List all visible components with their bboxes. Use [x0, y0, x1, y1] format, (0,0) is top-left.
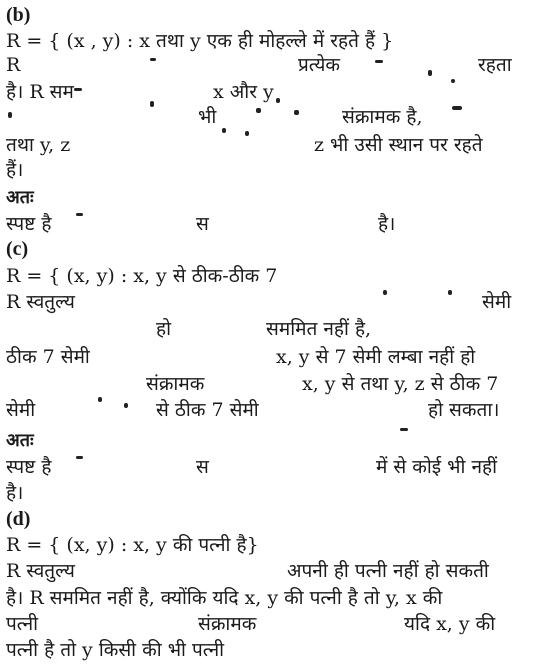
- part-c-conclusion: है।: [6, 482, 24, 504]
- part-d-line: R स्वतुल्य: [6, 560, 75, 582]
- scan-fragment: [451, 79, 455, 83]
- part-d-heading: (d): [6, 508, 31, 530]
- scan-fragment: [76, 456, 83, 459]
- scan-fragment: [276, 98, 280, 103]
- part-c-line: सेमी: [482, 291, 512, 313]
- part-d-relation: R = { (x, y) : x, y की पत्नी है}: [6, 534, 259, 556]
- part-d-line: अपनी ही पत्नी नहीं हो सकती: [287, 560, 489, 582]
- part-c-heading: (c): [6, 238, 29, 260]
- scan-fragment: [383, 290, 387, 295]
- part-c-conclusion: में से कोई भी नहीं: [376, 456, 498, 478]
- part-c-line: संक्रामक: [146, 373, 205, 395]
- scan-fragment: [150, 101, 154, 107]
- part-c-relation: R = { (x, y) : x, y से ठीक-ठीक 7: [6, 265, 278, 287]
- part-b-relation: R = { (x , y) : x तथा y एक ही मोहल्ले में रहते हैं }: [6, 30, 394, 52]
- scan-fragment: [400, 428, 408, 431]
- scan-fragment: [245, 131, 249, 136]
- part-c-line: सेमी: [6, 399, 36, 421]
- part-b-line: z भी उसी स्थान पर रहते: [314, 134, 483, 156]
- part-d-line: पत्नी है तो y किसी की भी पत्नी: [6, 639, 225, 661]
- part-c-therefore: अतः: [6, 430, 34, 451]
- scan-fragment: [124, 403, 128, 408]
- part-d-line: यदि x, y की: [404, 613, 496, 635]
- scan-fragment: [76, 213, 83, 216]
- scan-fragment: [150, 58, 156, 61]
- part-b-line: संक्रामक है,: [342, 106, 423, 128]
- scan-fragment: [256, 108, 261, 113]
- scan-fragment: [428, 70, 432, 76]
- part-c-line: हो: [156, 318, 172, 340]
- part-c-line: x, y से तथा y, z से ठीक 7: [302, 373, 499, 395]
- part-b-conclusion: स: [196, 213, 209, 235]
- part-b-line: x और y: [213, 81, 274, 103]
- part-c-line: हो सकता।: [428, 399, 500, 421]
- scan-fragment: [74, 88, 82, 91]
- part-d-line: है। R सममित नहीं है, क्योंकि यदि x, y की पत्नी है तो y, x की: [6, 587, 443, 609]
- part-b-line: हैं।: [6, 159, 24, 181]
- scan-fragment: [448, 290, 452, 295]
- part-c-line: सममित नहीं है,: [266, 318, 372, 340]
- part-d-line: संक्रामक: [198, 613, 257, 635]
- part-b-line: रहता: [478, 54, 512, 76]
- scan-fragment: [98, 397, 102, 402]
- part-b-therefore: अतः: [6, 187, 34, 208]
- part-b-conclusion: स्पष्ट है: [6, 213, 52, 235]
- part-b-line: R: [6, 54, 21, 76]
- part-c-line: x, y से 7 सेमी लम्बा नहीं हो: [276, 346, 476, 368]
- part-b-line: तथा y, z: [6, 134, 71, 156]
- scan-fragment: [452, 106, 462, 110]
- part-b-conclusion: है।: [378, 213, 396, 235]
- scan-fragment: [294, 110, 299, 115]
- part-b-line: प्रत्येक: [298, 54, 340, 76]
- part-b-heading: (b): [6, 4, 31, 26]
- part-c-conclusion: स: [196, 456, 209, 478]
- scan-fragment: [375, 60, 383, 63]
- part-b-line: है। R सम: [6, 81, 74, 103]
- part-c-conclusion: स्पष्ट है: [6, 456, 52, 478]
- part-c-line: ठीक 7 सेमी: [6, 346, 90, 368]
- scan-fragment: [222, 128, 226, 133]
- scan-fragment: [8, 112, 12, 118]
- part-b-line: भी: [198, 106, 217, 128]
- part-c-line: R स्वतुल्य: [6, 291, 75, 313]
- part-c-line: से ठीक 7 सेमी: [156, 399, 259, 421]
- part-d-line: पत्नी: [6, 613, 39, 635]
